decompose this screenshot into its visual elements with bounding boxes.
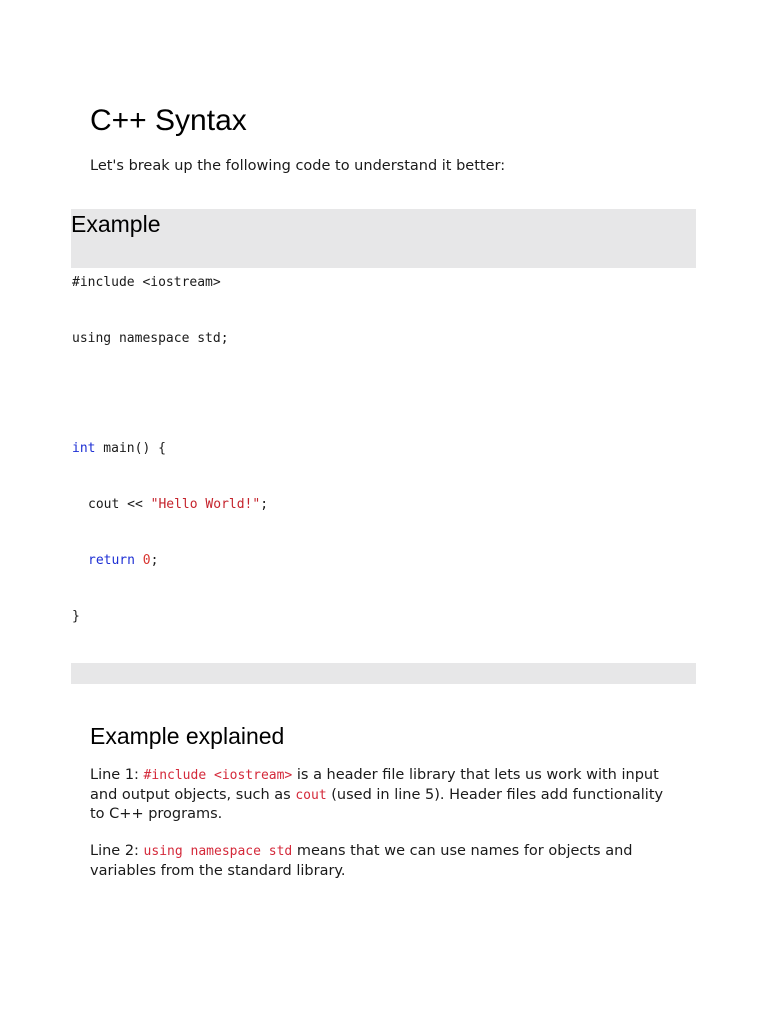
string-literal: "Hello World!"	[150, 497, 261, 512]
code-line-1: #include <iostream>	[72, 275, 221, 290]
example-header	[71, 209, 696, 268]
para-text: Line 2:	[90, 843, 144, 859]
code-line-6: }	[72, 609, 80, 624]
number-literal: 0	[142, 553, 151, 568]
para-text: Line 1:	[90, 767, 144, 783]
code-text: main() {	[95, 441, 166, 456]
section-title: Example explained	[90, 723, 285, 749]
code-line-5	[88, 553, 158, 569]
code-line-4	[88, 497, 268, 513]
intro-text: Let's break up the following code to understand it better:	[90, 158, 506, 174]
code-line-2: using namespace std;	[72, 331, 229, 346]
code-text	[135, 553, 143, 568]
keyword-int: int	[72, 441, 96, 456]
code-text: cout <<	[88, 497, 151, 512]
explanation-line-1	[90, 766, 680, 825]
example-heading: Example	[71, 211, 161, 237]
inline-code: #include <iostream>	[143, 768, 293, 783]
para-text: means that we can use names for objects and variables from the standard library.	[90, 843, 633, 879]
code-line-3	[72, 441, 166, 457]
keyword-return: return	[88, 553, 135, 568]
code-text: ;	[150, 553, 159, 568]
para-text: is a header file library that lets us work with input and output objects, such as	[90, 767, 659, 803]
inline-code: cout	[295, 787, 327, 803]
explanation-line-2	[90, 842, 680, 881]
inline-code: using namespace std	[143, 844, 293, 859]
example-footer-bar	[71, 663, 696, 684]
code-text: ;	[260, 497, 269, 512]
para-text: (used in line 5). Header files add functionality to C++ programs.	[90, 786, 664, 822]
page-title: C++ Syntax	[90, 104, 247, 137]
